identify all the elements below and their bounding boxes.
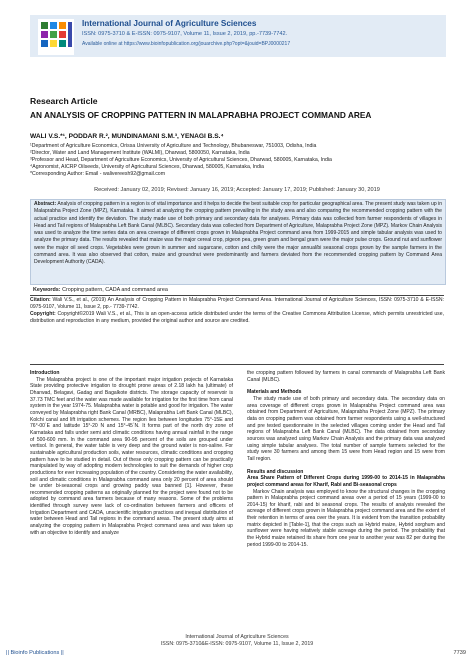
- objective-text: the cropping pattern followed by farmers in canal commands of Malaprabha Left Bank Canal (MLBC).: [247, 370, 445, 383]
- article-dates: Received: January 02, 2019; Revised: January 16, 2019; Accepted: January 17, 2019; Published: January 30, 2019: [94, 187, 380, 193]
- introduction-heading: Introduction: [30, 370, 60, 376]
- citation-label: Citation:: [30, 297, 51, 303]
- divider-bottom: [30, 364, 444, 365]
- journal-issn: ISSN: 0975-3710 & E-ISSN: 0975-9107, Volume 11, Issue 2, 2019, pp.-7739-7742.: [82, 31, 288, 37]
- corresponding-author: *Corresponding Author: Email - walivereesh92@gmail.com: [30, 171, 166, 177]
- footer-journal: International Journal of Agriculture Sciences: [185, 634, 289, 640]
- results-subheading: Area Share Pattern of Different Crops during 1999-00 to 2014-15 in Malaprabha project command areas for Kharif, Rabi and Bi-seasonal crops: [247, 475, 445, 488]
- article-title: AN ANALYSIS OF CROPPING PATTERN IN MALAPRABHA PROJECT COMMAND AREA: [30, 110, 372, 120]
- journal-title: International Journal of Agriculture Sciences: [82, 19, 257, 28]
- copyright-label: Copyright:: [30, 311, 56, 318]
- citation-text: Wali V.S., et al., (2019) An Analysis of Cropping Pattern in Malaprabha Project Command Area. International Journal of Agriculture Sciences, ISSN: 0975-3710 & E-ISSN: 0975-9107, Volume 11, Issue 2, pp.- 7739-7742.: [30, 297, 444, 311]
- abstract: [34, 201, 442, 267]
- body-left-column: [30, 370, 233, 536]
- affiliation-2: ²Director, Water and Land Management Institute (WALMI), Dharwad, 5800050, Karnataka, India: [30, 150, 250, 156]
- citation-block: [30, 297, 444, 325]
- results-text: Markov Chain analysis was employed to know the structural changes in the cropping pattern in Malaprabha project command areas over a period of 15 years (1999-00 to 2014-15) for kharif, rabi and bi seasonal crops. The results of analysis revealed the acreage of different crops grown in Malaprabha project command area and the extent of their retention in terms of area over the years. It is evident from the transition probability matrix depicted in [Table-1], that the crops such as Hybrid maize, Hybrid sorghum and sunflower were having relatively stable acreage during the period. The probability that the Hybrid maize retained its share from one year to another year was 82 per during the period 1999-00 to 2014-15.: [247, 488, 445, 548]
- affiliation-1: ¹Department of Agriculture Economics, Orissa University of Agriculture and Technology, Bhubaneswar, 751003, Odisha, India: [30, 143, 317, 149]
- footer-issn: ISSN: 0975-3710&E-ISSN: 0975-9107, Volume 11, Issue 2, 2019: [160, 641, 314, 647]
- affiliation-4: ⁴Agronomist, AICRP Oilseeds, University of Agricultural Sciences, Dharwad, 580005, Karnataka, India: [30, 164, 264, 170]
- keywords: [33, 287, 168, 293]
- journal-url[interactable]: Available online at https://www.bioinfopublication.org/jouarchive.php?opt=&jouid=BPJ0000217: [82, 41, 291, 47]
- article-type: Research Article: [30, 96, 98, 106]
- body-right-column: [247, 370, 445, 548]
- keywords-label: Keywords:: [33, 287, 61, 293]
- affiliation-3: ³Professor and Head, Department of Agriculture Economics, University of Agricultural Sciences, Dharwad, 580005, Karnataka, India: [30, 157, 332, 163]
- abstract-text: Analysis of cropping pattern in a region is of vital importance and it helps to decide the best suitable crop for particular geographical area. The present study was taken up in Malaprabha Project Zone (MPZ), Karnataka. It aimed at analyzing the cropping pattern prevailing in the study area and also comparing the recommended cropping pattern with the actual practice and identify the deviation. The study made use of both primary and secondary data for analyses. Primary data was collected from farmer respondents of villages in Head and Tail regions of Malaprabha Left Bank Canal (MLBC). Secondary data was collected from Department of Agriculture, Malaprabha Project Zone (MPZ). Markov Chain Analysis was used to analyze the time series data on area coverage of different crops grown in Malaprabha Project command area from 1999-2015 and simple tabular analysis was used to analyze the primary data. The results revealed that maize was the major cereal crop, pigeon pea, green gram and bengal gram were the major pulse crops. Ground nut and sunflower were the major oil seed crops. Vegetables were grown in summer and sugarcane, cotton and chilly were the major annual/bi seasonal crops grown by the sample farmers in the command area. It was also observed that cotton, maize and groundnut were predominantly and farmers deviated from the recommended cropping pattern by Command Area Development Authority (CADA).: [34, 201, 442, 266]
- results-heading: Results and discussion: [247, 468, 304, 475]
- keywords-text: Cropping pattern, CADA and command area: [62, 287, 168, 293]
- methods-text: The study made use of both primary and secondary data. The secondary data on area coverage of different crops grown in Malaprabha Project command area was obtained from Department of Agriculture, Malaprabha Project Zone (MPZ). The primary data on cropping pattern was obtained from farmer respondents using a well-structured and pre tested questionnaire in the selected villages coming under the Head and Tail regions of Malaprabha Left Bank Canal (MLBC). The data obtained from secondary sources was analyzed using Markov Chain Analysis and the primary data was analyzed using simple tabular analyses. The total number of sample farmers selected for the study were 30 farmers and among them 15 were from Head region and 15 were from Tail region.: [247, 395, 445, 462]
- methods-heading: Materials and Methods: [247, 389, 302, 396]
- introduction-text: The Malaprabha project is one of the important major irrigation projects of Karnataka State providing protective irrigation to drought prone areas of 2.18 lakh ha (ultimate) of Dharwad, Belagavi, Gadag and Bagalkote districts. The storage capacity of reservoir is 37.73 TMC feet and the water was made available for irrigation for the first time from canal system in the year 1974-75. Malaprabha water is potable and good for irrigation. The water conveyed by Malaprabha right Bank Canal (MRBC), Malaprabha Left Bank Canal (MLBC), Kolchi canal and lift irrigation schemes. The region lies between longitudes 75°-15E and 76°-00´E and latitude 15°-20 N and 15°-45´N. It forms part of the north dry zone of Karnataka and falls under semi arid climatic conditions having annual rainfall in the range of 500-600 mm. In the command area 90-95 percent of the soils are grouped under vertisol. In general, the water table is very deep and the ground water is non-saline. For sustainable agricultural production soils, water resources, climatic conditions and cropping pattern have to be studied in detail. Out of these only cropping pattern can be practically manipulated by way of adopting modern technologies to suit the demands of higher crop productions for ever increasing population of the country. Considering the water availability, soil and climatic conditions in Malaprabha command area only 20 percent of area should be under bi-seasonal crops and growing paddy was banned [1]. However, these recommended cropping patterns as originally planned for the project were found not to be adopted by command area farmers because of many reasons. Some of the problems identified through survey were lack of co-ordination between farmers and officers of Irrigation Department and CADA, unscientific irrigation practices and inequal distribution of water between Head and Tail regions in the command areas. The present study aims at analyzing the cropping pattern in Malaprabha Project command area and was taken up with an objective to identify and analyze: [30, 376, 233, 536]
- divider-top: [30, 295, 444, 296]
- abstract-label: Abstract:: [34, 201, 57, 207]
- author-list: WALI V.S.*¹, PODDAR R.², MUNDINAMANI S.M.³, YENAGI B.S.⁴: [30, 133, 224, 140]
- copyright-text: Copyright©2019 Wali V.S., et al., This is an open-access article distributed under the terms of the Creative Commons Attribution License, which permits unrestricted use, distribution and reproduction in any medium, provided the original author and source are credited.: [30, 311, 444, 325]
- journal-logo-icon: [38, 19, 74, 55]
- page-number: 7739: [453, 650, 466, 656]
- footer-publisher: || Bioinfo Publications ||: [6, 650, 64, 656]
